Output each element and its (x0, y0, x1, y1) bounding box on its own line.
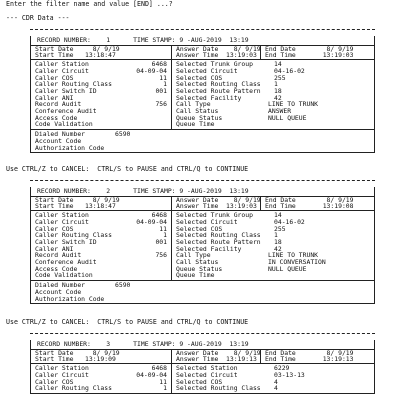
field-label: Record Audit (35, 100, 82, 109)
field-label: Account Code (35, 287, 82, 296)
end-date-time: End Date 8/ 9/19 End Time 13:19:03 (265, 44, 354, 60)
field-label: Queue Time (176, 271, 215, 280)
field-value: 04-09-04 (136, 217, 167, 226)
selected-field (176, 385, 372, 392)
field-label: Selected COS (176, 377, 223, 386)
end-date-time: End Date 8/ 9/19 End Time 13:19:13 (265, 348, 354, 364)
record-header: RECORD NUMBER: 3 TIME STAMP: 9 -AUG-2019 13:19 (30, 340, 375, 350)
field-value (268, 121, 372, 128)
record-divider (30, 29, 375, 36)
field-label: Conference Audit (35, 258, 97, 267)
field-value: 6590 (115, 281, 131, 290)
field-value: 4 (274, 377, 278, 386)
field-value: 03-13-13 (274, 370, 305, 379)
field-value: 6468 (151, 211, 167, 220)
cdr-section-title: --- CDR Data --- (6, 14, 70, 22)
field-label: Dialed Number (35, 281, 86, 290)
record-dates (30, 350, 375, 364)
dialed-field (35, 145, 370, 152)
selected-fields (171, 60, 376, 129)
field-label: Caller Circuit (35, 370, 89, 379)
record-divider (30, 180, 375, 187)
field-label: Code Validation (35, 271, 93, 280)
field-value: 1 (274, 231, 278, 240)
field-value: 756 (155, 251, 167, 260)
dialed-info (30, 281, 375, 304)
field-label: Call Type (176, 251, 211, 260)
field-value: 04-16-02 (274, 66, 305, 75)
field-label: Queue Time (176, 120, 215, 129)
field-label: Selected Circuit (176, 66, 238, 75)
field-label: Selected Facility (176, 244, 242, 253)
field-value: ANSWER (268, 107, 292, 116)
field-value (115, 145, 370, 152)
answer-date-time: Answer Date 8/ 9/19 Answer Time 13:19:03 (171, 197, 261, 210)
filter-prompt: Enter the filter name and value [END] ...? (6, 0, 173, 8)
selected-field (176, 121, 372, 128)
dialed-info (30, 130, 375, 153)
field-value: 6468 (151, 60, 167, 69)
field-value: 756 (155, 100, 167, 109)
caller-field (35, 272, 167, 279)
field-value: 4 (274, 384, 278, 393)
field-value: 1 (274, 80, 278, 89)
field-label: Call Status (176, 107, 219, 116)
field-label: Record Audit (35, 251, 82, 260)
field-value (115, 138, 370, 145)
field-value: IN CONVERSATION (268, 258, 326, 267)
field-label: Caller Station (35, 211, 89, 220)
field-label: Selected COS (176, 73, 223, 82)
field-label: Caller ANI (35, 93, 74, 102)
caller-field (35, 385, 167, 392)
field-label: Selected Route Pattern (176, 86, 261, 95)
field-value (115, 296, 370, 303)
record-details (30, 211, 375, 281)
field-label: Dialed Number (35, 130, 86, 139)
end-date-time: End Date 8/ 9/19 End Time 13:19:08 (265, 195, 354, 211)
field-label: Caller Switch ID (35, 237, 97, 246)
record-dates (30, 46, 375, 60)
field-value: 11 (159, 73, 167, 82)
field-label: Caller Routing Class (35, 384, 112, 393)
cancel-instructions: Use CTRL/Z to CANCEL: CTRL/S to PAUSE and CTRL/Q to CONTINUE (6, 318, 249, 326)
selected-fields (171, 364, 376, 393)
field-value (115, 289, 370, 296)
field-value: 11 (159, 377, 167, 386)
field-label: Queue Status (176, 113, 223, 122)
caller-fields (31, 211, 171, 280)
field-label: Caller Circuit (35, 217, 89, 226)
dialed-field (35, 296, 370, 303)
field-label: Queue Status (176, 264, 223, 273)
field-label: Selected Route Pattern (176, 237, 261, 246)
field-label: Selected Facility (176, 93, 242, 102)
field-label: Access Code (35, 113, 78, 122)
field-value: 1 (163, 80, 167, 89)
field-label: Selected Routing Class (176, 231, 261, 240)
field-label: Caller ANI (35, 244, 74, 253)
field-value: 42 (274, 93, 282, 102)
field-value: 18 (274, 237, 282, 246)
record-header: RECORD NUMBER: 1 TIME STAMP: 9 -AUG-2019 13:19 (30, 36, 375, 46)
field-label: Caller Switch ID (35, 86, 97, 95)
field-label: Caller COS (35, 224, 74, 233)
cdr-record (30, 330, 375, 394)
field-label: Call Type (176, 100, 211, 109)
field-value: 11 (159, 224, 167, 233)
field-label: Access Code (35, 264, 78, 273)
field-label: Caller Circuit (35, 66, 89, 75)
record-details (30, 364, 375, 394)
field-label: Caller Station (35, 364, 89, 373)
field-label: Authorization Code (35, 294, 105, 303)
field-value: LINE TO TRUNK (268, 251, 319, 260)
field-label: Caller Station (35, 60, 89, 69)
field-value: 18 (274, 86, 282, 95)
field-label: Selected Circuit (176, 217, 238, 226)
field-value: NULL QUEUE (268, 113, 307, 122)
field-label: Selected Circuit (176, 370, 238, 379)
start-date-time: Start Date 8/ 9/19 Start Time 13:18:47 (35, 44, 120, 60)
record-divider (30, 333, 375, 340)
field-value: 04-09-04 (136, 370, 167, 379)
selected-fields (171, 211, 376, 280)
field-value: 255 (274, 224, 286, 233)
caller-field (35, 121, 167, 128)
record-header: RECORD NUMBER: 2 TIME STAMP: 9 -AUG-2019 13:19 (30, 187, 375, 197)
cancel-instructions: Use CTRL/Z to CANCEL: CTRL/S to PAUSE and CTRL/Q to CONTINUE (6, 165, 249, 173)
field-value: LINE TO TRUNK (268, 100, 319, 109)
field-value: 04-16-02 (274, 217, 305, 226)
field-label: Selected Trunk Group (176, 60, 253, 69)
field-label: Selected COS (176, 224, 223, 233)
field-label: Caller COS (35, 377, 74, 386)
field-value: 1 (163, 231, 167, 240)
cdr-record (30, 177, 375, 304)
field-label: Selected Trunk Group (176, 211, 253, 220)
field-value: 14 (274, 211, 282, 220)
field-label: Account Code (35, 136, 82, 145)
dialed-field (35, 282, 370, 289)
field-label: Selected Station (176, 364, 238, 373)
field-value: 255 (274, 73, 286, 82)
field-value: 001 (155, 86, 167, 95)
field-label: Caller Routing Class (35, 231, 112, 240)
field-label: Conference Audit (35, 107, 97, 116)
field-label: Call Status (176, 258, 219, 267)
field-value (268, 272, 372, 279)
field-label: Caller Routing Class (35, 80, 112, 89)
field-label: Selected Routing Class (176, 80, 261, 89)
answer-date-time: Answer Date 8/ 9/19 Answer Time 13:19:13 (171, 350, 261, 363)
field-label: Selected Routing Class (176, 384, 261, 393)
field-value: NULL QUEUE (268, 264, 307, 273)
field-value: 1 (163, 384, 167, 393)
field-value: 42 (274, 244, 282, 253)
start-date-time: Start Date 8/ 9/19 Start Time 13:18:47 (35, 195, 120, 211)
field-value: 001 (155, 237, 167, 246)
caller-fields (31, 60, 171, 129)
answer-date-time: Answer Date 8/ 9/19 Answer Time 13:19:03 (171, 46, 261, 59)
dialed-field (35, 131, 370, 138)
record-dates (30, 197, 375, 211)
field-value: 6229 (274, 364, 290, 373)
field-value: 6468 (151, 364, 167, 373)
field-value: 14 (274, 60, 282, 69)
field-label: Code Validation (35, 120, 93, 129)
field-label: Authorization Code (35, 143, 105, 152)
selected-field (176, 272, 372, 279)
caller-fields (31, 364, 171, 393)
field-value: 6590 (115, 130, 131, 139)
field-value: 04-09-04 (136, 66, 167, 75)
record-details (30, 60, 375, 130)
field-label: Caller COS (35, 73, 74, 82)
start-date-time: Start Date 8/ 9/19 Start Time 13:19:09 (35, 348, 120, 364)
cdr-record (30, 26, 375, 153)
